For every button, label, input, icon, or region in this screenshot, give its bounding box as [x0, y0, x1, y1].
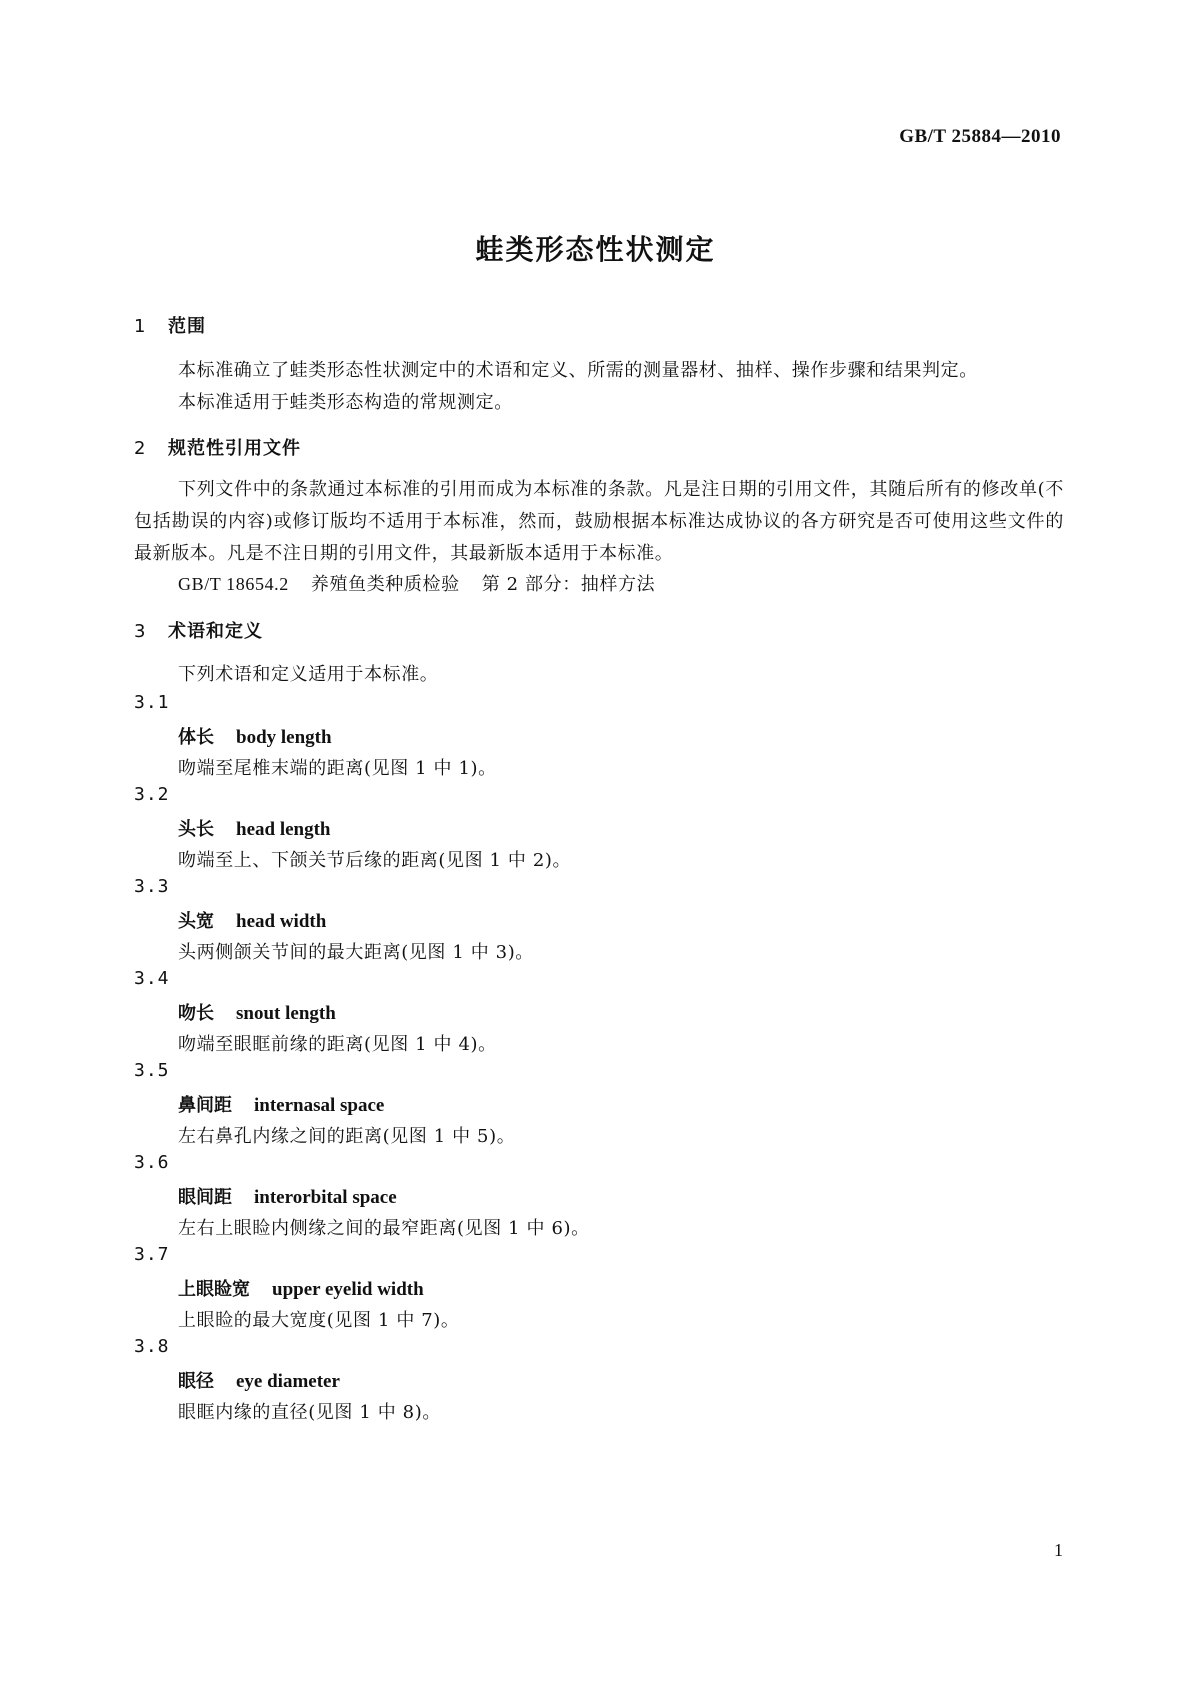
section-title: 规范性引用文件 [168, 438, 301, 459]
term-heading [178, 723, 332, 749]
scope-paragraph-1: 本标准确立了蛙类形态性状测定中的术语和定义、所需的测量器材、抽样、操作步骤和结果判定。 [178, 360, 978, 381]
section-number: 1 [134, 316, 147, 337]
term-zh: 眼间距 [178, 1187, 232, 1208]
term-en: head width [236, 911, 327, 932]
term-number: 3.6 [134, 1152, 170, 1173]
term-en: eye diameter [236, 1371, 340, 1392]
term-heading [178, 999, 336, 1025]
reference-part: 第 2 部分：抽样方法 [481, 574, 656, 595]
term-en: upper eyelid width [272, 1279, 424, 1300]
term-number: 3.5 [134, 1060, 170, 1081]
term-number: 3.4 [134, 968, 170, 989]
references-paragraph: 下列文件中的条款通过本标准的引用而成为本标准的条款。凡是注日期的引用文件，其随后所有的修改单(不包括勘误的内容)或修订版均不适用于本标准，然而，鼓励根据本标准达成协议的各方研究是否可使用这些文件的最新版本。凡是不注日期的引用文件，其最新版本适用于本标准。 [134, 479, 1064, 564]
term-heading [178, 907, 326, 933]
term-heading [178, 1091, 384, 1117]
section-heading-normative-references [134, 434, 301, 460]
term-heading [178, 1275, 424, 1301]
term-definition: 上眼睑的最大宽度(见图 1 中 7)。 [178, 1310, 460, 1331]
term-definition: 吻端至尾椎末端的距离(见图 1 中 1)。 [178, 758, 497, 779]
term-zh: 眼径 [178, 1371, 214, 1392]
term-zh: 体长 [178, 727, 214, 748]
term-number: 3.8 [134, 1336, 170, 1357]
reference-title: 养殖鱼类种质检验 [310, 574, 460, 595]
term-en: internasal space [254, 1095, 385, 1116]
section-title: 术语和定义 [168, 621, 263, 642]
term-definition: 左右鼻孔内缘之间的距离(见图 1 中 5)。 [178, 1126, 516, 1147]
term-zh: 吻长 [178, 1003, 214, 1024]
term-heading [178, 1183, 397, 1209]
section-number: 3 [134, 621, 147, 642]
term-en: head length [236, 819, 331, 840]
term-definition: 吻端至眼眶前缘的距离(见图 1 中 4)。 [178, 1034, 497, 1055]
term-en: snout length [236, 1003, 336, 1024]
term-definition: 吻端至上、下颌关节后缘的距离(见图 1 中 2)。 [178, 850, 572, 871]
term-number: 3.3 [134, 876, 170, 897]
term-zh: 上眼睑宽 [178, 1279, 250, 1300]
page-number: 1 [1054, 1540, 1063, 1560]
term-definition: 眼眶内缘的直径(见图 1 中 8)。 [178, 1402, 441, 1423]
section-number: 2 [134, 438, 147, 459]
scope-paragraph-2: 本标准适用于蛙类形态构造的常规测定。 [178, 392, 513, 413]
section-heading-terms [134, 617, 263, 643]
terms-intro: 下列术语和定义适用于本标准。 [178, 664, 439, 685]
term-en: body length [236, 727, 332, 748]
standard-code: GB/T 25884—2010 [899, 126, 1061, 147]
term-definition: 左右上眼睑内侧缘之间的最窄距离(见图 1 中 6)。 [178, 1218, 590, 1239]
reference-entry [178, 570, 655, 596]
term-zh: 鼻间距 [178, 1095, 232, 1116]
term-zh: 头长 [178, 819, 214, 840]
term-en: interorbital space [254, 1187, 397, 1208]
term-number: 3.2 [134, 784, 170, 805]
term-heading [178, 815, 331, 841]
term-definition: 头两侧颌关节间的最大距离(见图 1 中 3)。 [178, 942, 534, 963]
term-zh: 头宽 [178, 911, 214, 932]
term-heading [178, 1367, 340, 1393]
term-number: 3.1 [134, 692, 170, 713]
reference-code: GB/T 18654.2 [178, 574, 289, 594]
section-heading-scope [134, 312, 206, 338]
term-number: 3.7 [134, 1244, 170, 1265]
document-title: 蛙类形态性状测定 [475, 233, 716, 266]
section-title: 范围 [168, 316, 206, 337]
